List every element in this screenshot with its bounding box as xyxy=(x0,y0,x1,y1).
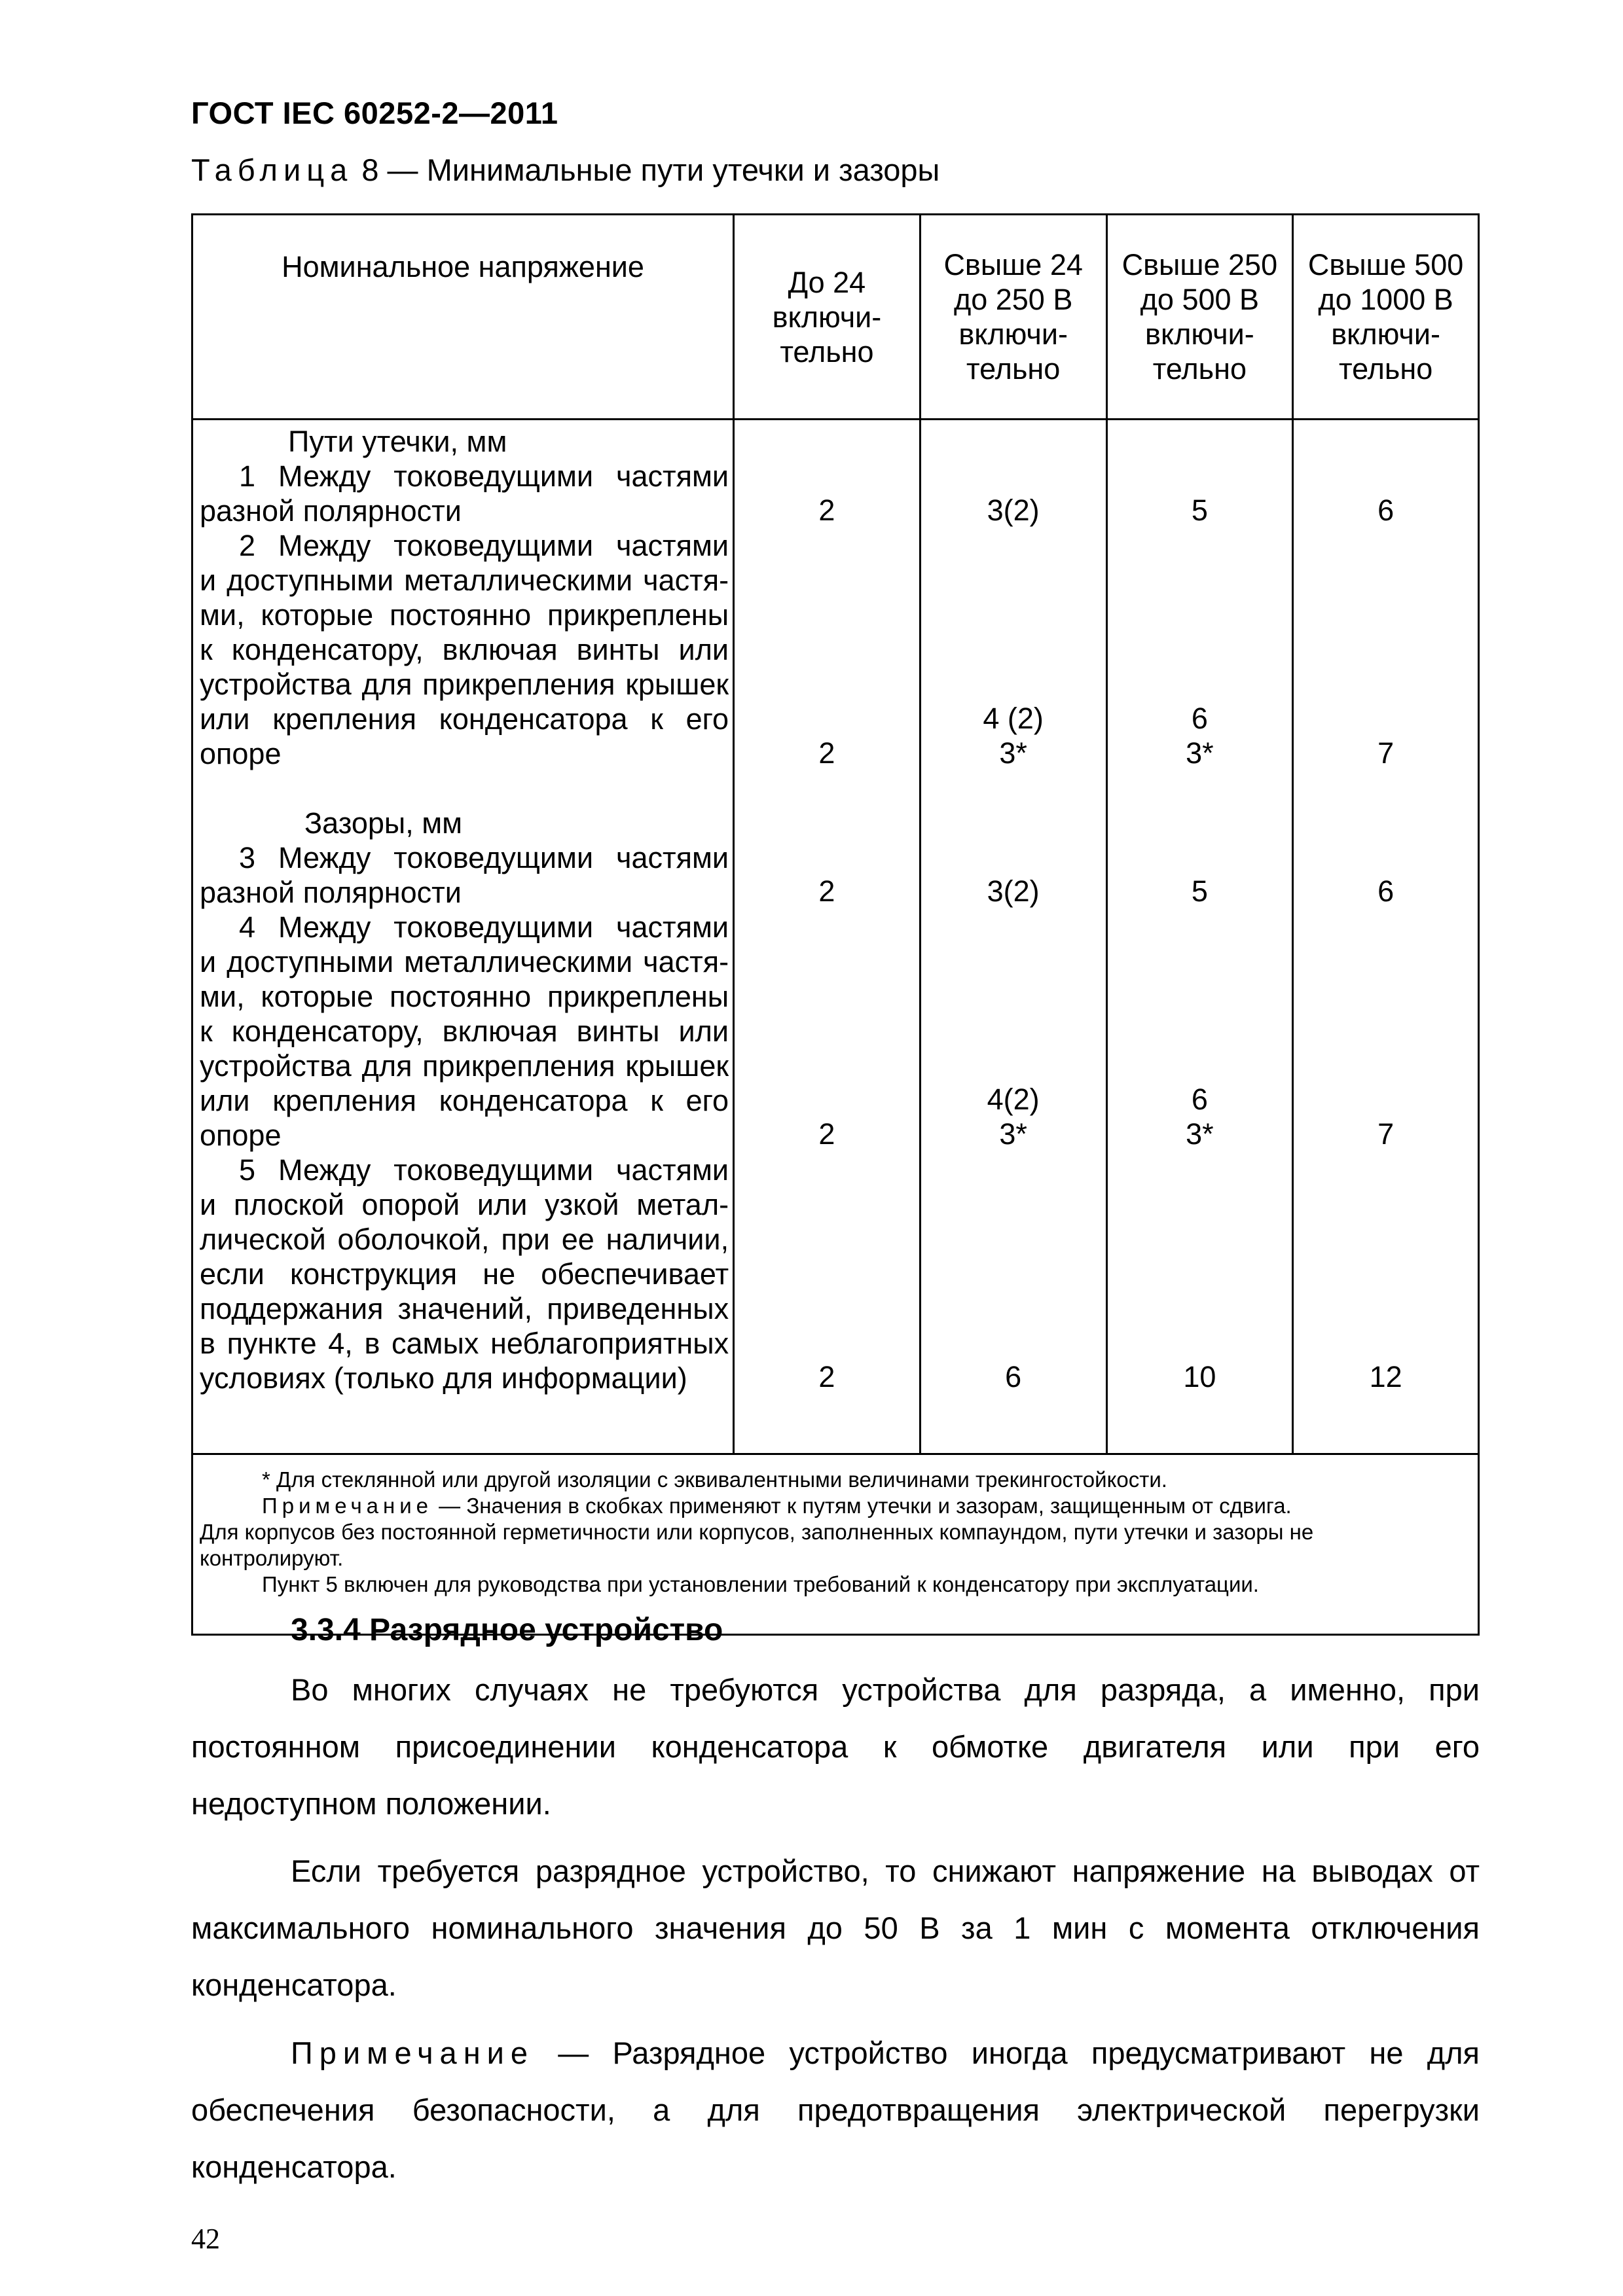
note-line: Примечание — Значения в скобках применяют к путям утечки и зазорам, защищенным от сдвига. xyxy=(262,1494,1292,1518)
item-1-line: 1 Между токоведущими частями xyxy=(239,459,729,493)
header-nominal-voltage: Номинальное напряжение xyxy=(192,215,734,420)
header-up-to-24: До 24 включи- тельно xyxy=(734,215,921,420)
table-caption-text: 8 — Минимальные пути утечки и зазоры xyxy=(361,152,940,187)
clearance-title: Зазоры, мм xyxy=(304,806,463,840)
footnote: * Для стеклянной или другой изоляции с эквивалентными величинами трекингостойкости. xyxy=(262,1467,1167,1492)
item-4-line: ми, которые постоянно прикреплены xyxy=(200,980,729,1013)
item-4-line: 4 Между токоведущими частями xyxy=(239,910,729,944)
value-cell: 3* xyxy=(1186,1117,1214,1151)
item-2-line: ми, которые постоянно прикреплены xyxy=(200,598,729,632)
note-line: контролируют. xyxy=(200,1546,344,1570)
page-number: 42 xyxy=(191,2223,220,2255)
item-5-line: в пункте 4, в самых неблагоприятных xyxy=(200,1327,729,1360)
values-up-to-24 xyxy=(734,420,921,1454)
item-2-line: опоре xyxy=(200,737,282,770)
value-cell: 3* xyxy=(1186,736,1214,770)
value-cell: 6 xyxy=(1191,702,1208,735)
paragraph: Если требуется разрядное устройство, то снижают напряжение на выводах от максимального номинального значения до 50 В за 1 мин с момента отключения конденсатора. xyxy=(191,1854,1480,2002)
item-4-line: к конденсатору, включая винты или xyxy=(200,1014,729,1048)
header-24-to-250: Свыше 24 до 250 В включи- тельно xyxy=(920,215,1106,420)
value-cell: 6 xyxy=(1191,1083,1208,1116)
item-5-line: 5 Между токоведущими частями xyxy=(239,1153,729,1187)
value-cell: 5 xyxy=(1191,874,1208,908)
item-2-line: к конденсатору, включая винты или xyxy=(200,633,729,666)
item-5-line: и плоской опорой или узкой метал- xyxy=(200,1188,729,1221)
value-cell: 12 xyxy=(1369,1360,1402,1393)
value-cell: 7 xyxy=(1377,736,1395,770)
table-caption-label: Таблица xyxy=(191,152,354,187)
header-250-to-500: Свыше 250 до 500 В включи- тельно xyxy=(1106,215,1293,420)
table-header-row xyxy=(192,215,1479,420)
item-3-line: 3 Между токоведущими частями xyxy=(239,841,729,874)
value-cell: 4 (2) xyxy=(983,702,1044,735)
item-1-line: разной полярности xyxy=(200,494,462,528)
item-2-line: 2 Между токоведущими частями xyxy=(239,529,729,562)
note-line: Для корпусов без постоянной герметичности или корпусов, заполненных компаундом, пути утечки и зазоры не xyxy=(200,1520,1314,1544)
value-cell: 2 xyxy=(818,1117,835,1151)
value-cell: 6 xyxy=(1377,874,1395,908)
value-cell: 3(2) xyxy=(987,874,1040,908)
section-heading: 3.3.4 Разрядное устройство xyxy=(291,1613,723,1647)
creepage-title: Пути утечки, мм xyxy=(288,425,507,458)
item-5-line: лической оболочкой, при ее наличии, xyxy=(200,1223,729,1256)
value-cell: 7 xyxy=(1377,1117,1395,1151)
creepage-clearance-table xyxy=(191,213,1480,1636)
item-4-line: устройства для прикрепления крышек xyxy=(200,1049,729,1083)
value-cell: 2 xyxy=(818,1360,835,1393)
note-line: Пункт 5 включен для руководства при установлении требований к конденсатору при эксплуатации. xyxy=(262,1572,1259,1596)
item-2-line: или крепления конденсатора к его xyxy=(200,702,729,736)
table-notes-row xyxy=(192,1454,1479,1635)
paragraph: Во многих случаях не требуются устройства для разряда, а именно, при постоянном присоединении конденсатора к обмотке двигателя или при его недоступном положении. xyxy=(191,1672,1480,1821)
item-3-line: разной полярности xyxy=(200,876,462,909)
item-4-line: или крепления конденсатора к его xyxy=(200,1084,729,1117)
table-body-row xyxy=(192,420,1479,1454)
value-cell: 5 xyxy=(1191,493,1208,527)
values-24-to-250 xyxy=(920,420,1106,1454)
values-500-to-1000 xyxy=(1293,420,1479,1454)
value-cell: 10 xyxy=(1183,1360,1216,1393)
table-caption xyxy=(191,152,939,188)
item-4-line: и доступными металлическими частя- xyxy=(200,945,729,978)
header-500-to-1000: Свыше 500 до 1000 В включи- тельно xyxy=(1293,215,1479,420)
item-4-line: опоре xyxy=(200,1119,282,1152)
value-cell: 6 xyxy=(1377,493,1395,527)
value-cell: 3* xyxy=(999,736,1027,770)
item-5-line: если конструкция не обеспечивает xyxy=(200,1257,729,1291)
item-5-line: поддержания значений, приведенных xyxy=(200,1292,729,1325)
value-cell: 2 xyxy=(818,493,835,527)
value-cell: 6 xyxy=(1005,1360,1022,1393)
table-notes xyxy=(192,1454,1479,1635)
values-250-to-500 xyxy=(1106,420,1293,1454)
value-cell: 2 xyxy=(818,874,835,908)
value-cell: 2 xyxy=(818,736,835,770)
requirements-column xyxy=(192,420,734,1454)
note-paragraph: Примечание — Разрядное устройство иногда предусматривают не для обеспечения безопасности, а для предотвращения электрической перегрузки конденсатора. xyxy=(191,2036,1480,2184)
value-cell: 4(2) xyxy=(987,1083,1040,1116)
value-cell: 3(2) xyxy=(987,493,1040,527)
item-2-line: устройства для прикрепления крышек xyxy=(200,668,729,701)
value-cell: 3* xyxy=(999,1117,1027,1151)
item-5-line: условиях (только для информации) xyxy=(200,1361,687,1395)
note-label: Примечание xyxy=(262,1494,433,1518)
item-2-line: и доступными металлическими частя- xyxy=(200,564,729,597)
note-label: Примечание xyxy=(291,2036,535,2070)
document-header: ГОСТ IEC 60252-2—2011 xyxy=(191,96,558,130)
